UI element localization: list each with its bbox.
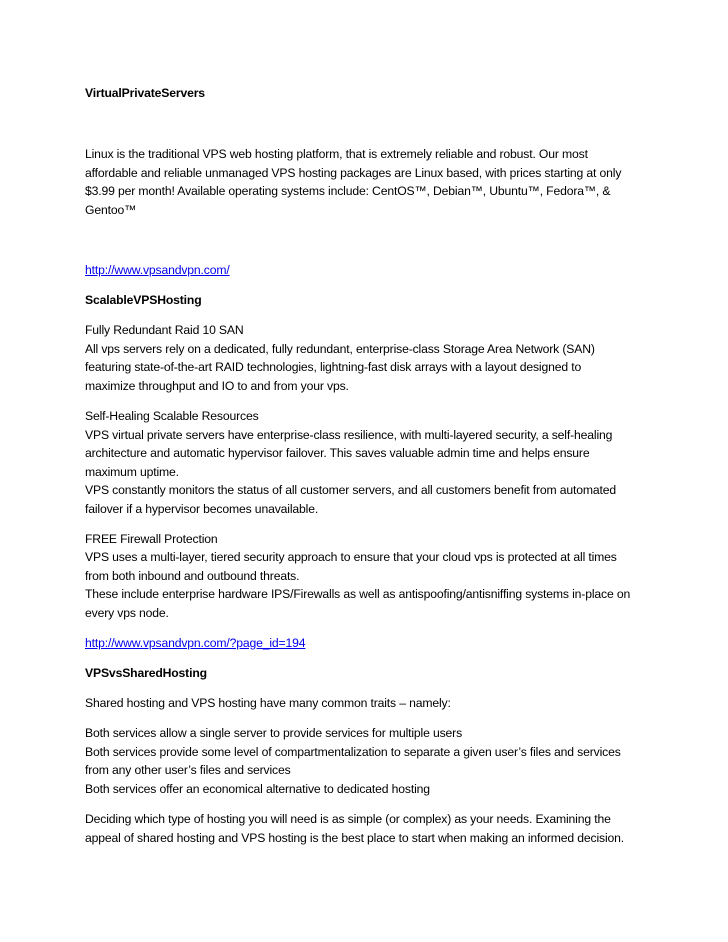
raid-line: Fully Redundant Raid 10 SAN	[85, 323, 244, 337]
trait-line: Both services offer an economical alternative to dedicated hosting	[85, 782, 430, 796]
healing-line: VPS virtual private servers have enterprise-class resilience, with multi-layered security, a self-healing	[85, 428, 613, 442]
heading-scalable-vps-hosting: ScalableVPSHosting	[85, 293, 202, 307]
trait-line: Both services allow a single server to provide services for multiple users	[85, 726, 463, 740]
healing-line: Self-Healing Scalable Resources	[85, 409, 259, 423]
intro-line: $3.99 per month! Available operating systems include: CentOS™, Debian™, Ubuntu™, Fedora™, &	[85, 184, 611, 198]
healing-line: architecture and automatic hypervisor failover. This saves valuable admin time and helps ensure	[85, 446, 590, 460]
vpsandvpn-home-link[interactable]: http://www.vpsandvpn.com/	[85, 263, 230, 277]
heading-virtual-private-servers: VirtualPrivateServers	[85, 86, 205, 100]
shared-intro-line: Shared hosting and VPS hosting have many common traits – namely:	[85, 696, 451, 710]
healing-line: failover if a hypervisor becomes unavailable.	[85, 502, 319, 516]
firewall-line: from both inbound and outbound threats.	[85, 569, 300, 583]
firewall-line: VPS uses a multi-layer, tiered security approach to ensure that your cloud vps is protected at all times	[85, 550, 617, 564]
raid-line: featuring state-of-the-art RAID technologies, lightning-fast disk arrays with a layout designed to	[85, 360, 582, 374]
trait-line: from any other user’s files and services	[85, 763, 291, 777]
firewall-line: FREE Firewall Protection	[85, 532, 218, 546]
closing-line: Deciding which type of hosting you will need is as simple (or complex) as your needs. Examining the	[85, 812, 611, 826]
vpsandvpn-page-link[interactable]: http://www.vpsandvpn.com/?page_id=194	[85, 636, 306, 650]
healing-line: maximum uptime.	[85, 465, 179, 479]
heading-vps-vs-shared-hosting: VPSvsSharedHosting	[85, 666, 207, 680]
intro-line: Linux is the traditional VPS web hosting platform, that is extremely reliable and robust. Our most	[85, 147, 588, 161]
firewall-line: every vps node.	[85, 606, 169, 620]
firewall-line: These include enterprise hardware IPS/Firewalls as well as antispoofing/antisniffing systems in-place on	[85, 587, 631, 601]
closing-line: appeal of shared hosting and VPS hosting is the best place to start when making an informed decision.	[85, 831, 625, 845]
healing-line: VPS constantly monitors the status of all customer servers, and all customers benefit from automated	[85, 483, 616, 497]
trait-line: Both services provide some level of compartmentalization to separate a given user’s files and services	[85, 745, 621, 759]
raid-line: All vps servers rely on a dedicated, fully redundant, enterprise-class Storage Area Network (SAN)	[85, 342, 595, 356]
intro-line: affordable and reliable unmanaged VPS hosting packages are Linux based, with prices starting at only	[85, 166, 622, 180]
raid-line: maximize throughput and IO to and from your vps.	[85, 379, 349, 393]
intro-line: Gentoo™	[85, 203, 137, 217]
